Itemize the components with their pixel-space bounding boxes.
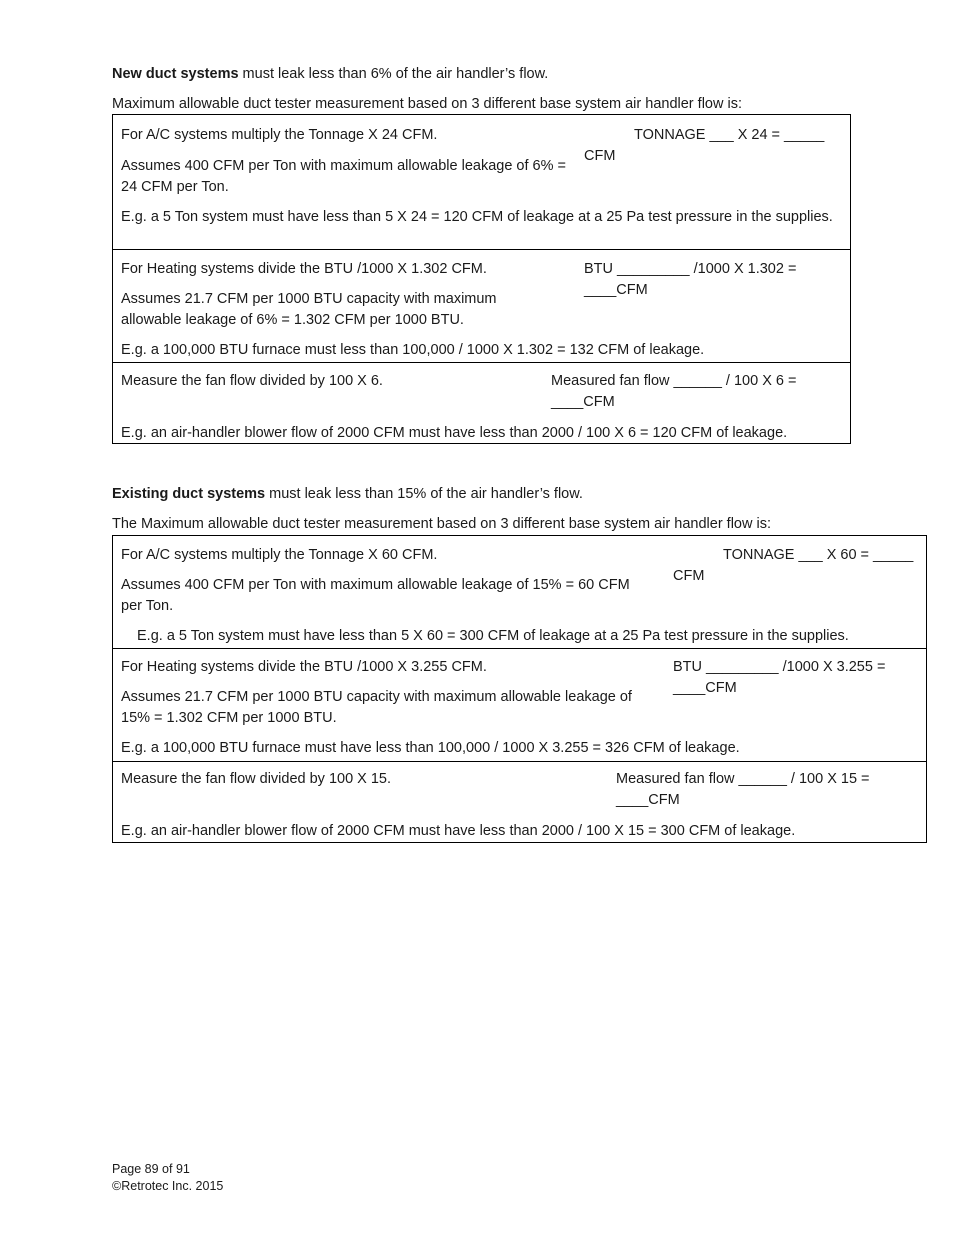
new-heating-formula-line1: BTU _________ /1000 X 1.302 =	[584, 261, 797, 277]
existing-ac-rule: For A/C systems multiply the Tonnage X 60 CFM.	[121, 547, 438, 563]
existing-section-heading	[112, 484, 583, 504]
new-fan-formula-line2: ____CFM	[551, 394, 615, 410]
existing-ac-formula-line2: CFM	[673, 568, 705, 584]
existing-heating-rule: For Heating systems divide the BTU /1000 X 3.255 CFM.	[121, 659, 487, 675]
existing-ac-example: E.g. a 5 Ton system must have less than 5 X 60 = 300 CFM of leakage at a 25 Pa test pressure in the supplies.	[137, 628, 849, 644]
new-heating-assumes: Assumes 21.7 CFM per 1000 BTU capacity with maximum allowable leakage of 6% = 1.302 CFM per 1000 BTU.	[121, 291, 497, 328]
copyright: ©Retrotec Inc. 2015	[112, 1179, 224, 1193]
page-number: Page 89 of 91	[112, 1162, 190, 1176]
new-ac-formula-line1: TONNAGE ___ X 24 = _____	[634, 127, 825, 143]
existing-heading-rest: must leak less than 15% of the air handler’s flow.	[265, 486, 583, 502]
row-divider	[113, 761, 926, 762]
new-heating-formula-line2: ____CFM	[584, 282, 648, 298]
existing-ac-assumes: Assumes 400 CFM per Ton with maximum allowable leakage of 15% = 60 CFM per Ton.	[121, 577, 630, 614]
new-ac-rule: For A/C systems multiply the Tonnage X 24 CFM.	[121, 127, 438, 143]
new-ac-formula-line2: CFM	[584, 148, 616, 164]
new-fan-example: E.g. an air-handler blower flow of 2000 CFM must have less than 2000 / 100 X 6 = 120 CFM of leakage.	[121, 425, 788, 441]
new-ac-assumes: Assumes 400 CFM per Ton with maximum allowable leakage of 6% = 24 CFM per Ton.	[121, 158, 567, 195]
row-divider	[113, 362, 850, 363]
new-fan-formula-line1: Measured fan flow ______ / 100 X 6 =	[551, 373, 797, 389]
existing-fan-formula-line2: ____CFM	[616, 792, 680, 808]
new-section-intro: Maximum allowable duct tester measurement based on 3 different base system air handler flow is:	[112, 96, 742, 112]
new-heating-example: E.g. a 100,000 BTU furnace must less than 100,000 / 1000 X 1.302 = 132 CFM of leakage.	[121, 342, 705, 358]
new-fan-rule: Measure the fan flow divided by 100 X 6.	[121, 373, 383, 389]
new-heating-rule: For Heating systems divide the BTU /1000 X 1.302 CFM.	[121, 261, 487, 277]
new-duct-table	[112, 114, 851, 444]
existing-ac-formula-line1: TONNAGE ___ X 60 = _____	[723, 547, 914, 563]
new-section-heading	[112, 64, 548, 84]
new-ac-example: E.g. a 5 Ton system must have less than 5 X 24 = 120 CFM of leakage at a 25 Pa test pressure in the supplies.	[121, 209, 833, 225]
row-divider	[113, 249, 850, 250]
new-heading-rest: must leak less than 6% of the air handler’s flow.	[238, 66, 549, 82]
existing-heating-formula-line2: ____CFM	[673, 680, 737, 696]
existing-fan-example: E.g. an air-handler blower flow of 2000 CFM must have less than 2000 / 100 X 15 = 300 CFM of leakage.	[121, 823, 796, 839]
existing-heating-formula-line1: BTU _________ /1000 X 3.255 =	[673, 659, 886, 675]
row-divider	[113, 648, 926, 649]
existing-fan-rule: Measure the fan flow divided by 100 X 15.	[121, 771, 392, 787]
existing-heating-example: E.g. a 100,000 BTU furnace must have less than 100,000 / 1000 X 3.255 = 326 CFM of leakage.	[121, 740, 740, 756]
existing-fan-formula-line1: Measured fan flow ______ / 100 X 15 =	[616, 771, 870, 787]
existing-heading-bold: Existing duct systems	[112, 486, 266, 502]
existing-duct-table	[112, 535, 927, 843]
existing-heating-assumes: Assumes 21.7 CFM per 1000 BTU capacity with maximum allowable leakage of 15% = 1.302 CFM per 1000 BTU.	[121, 689, 632, 726]
existing-section-intro: The Maximum allowable duct tester measurement based on 3 different base system air handler flow is:	[112, 516, 771, 532]
new-heading-bold: New duct systems	[112, 66, 239, 82]
